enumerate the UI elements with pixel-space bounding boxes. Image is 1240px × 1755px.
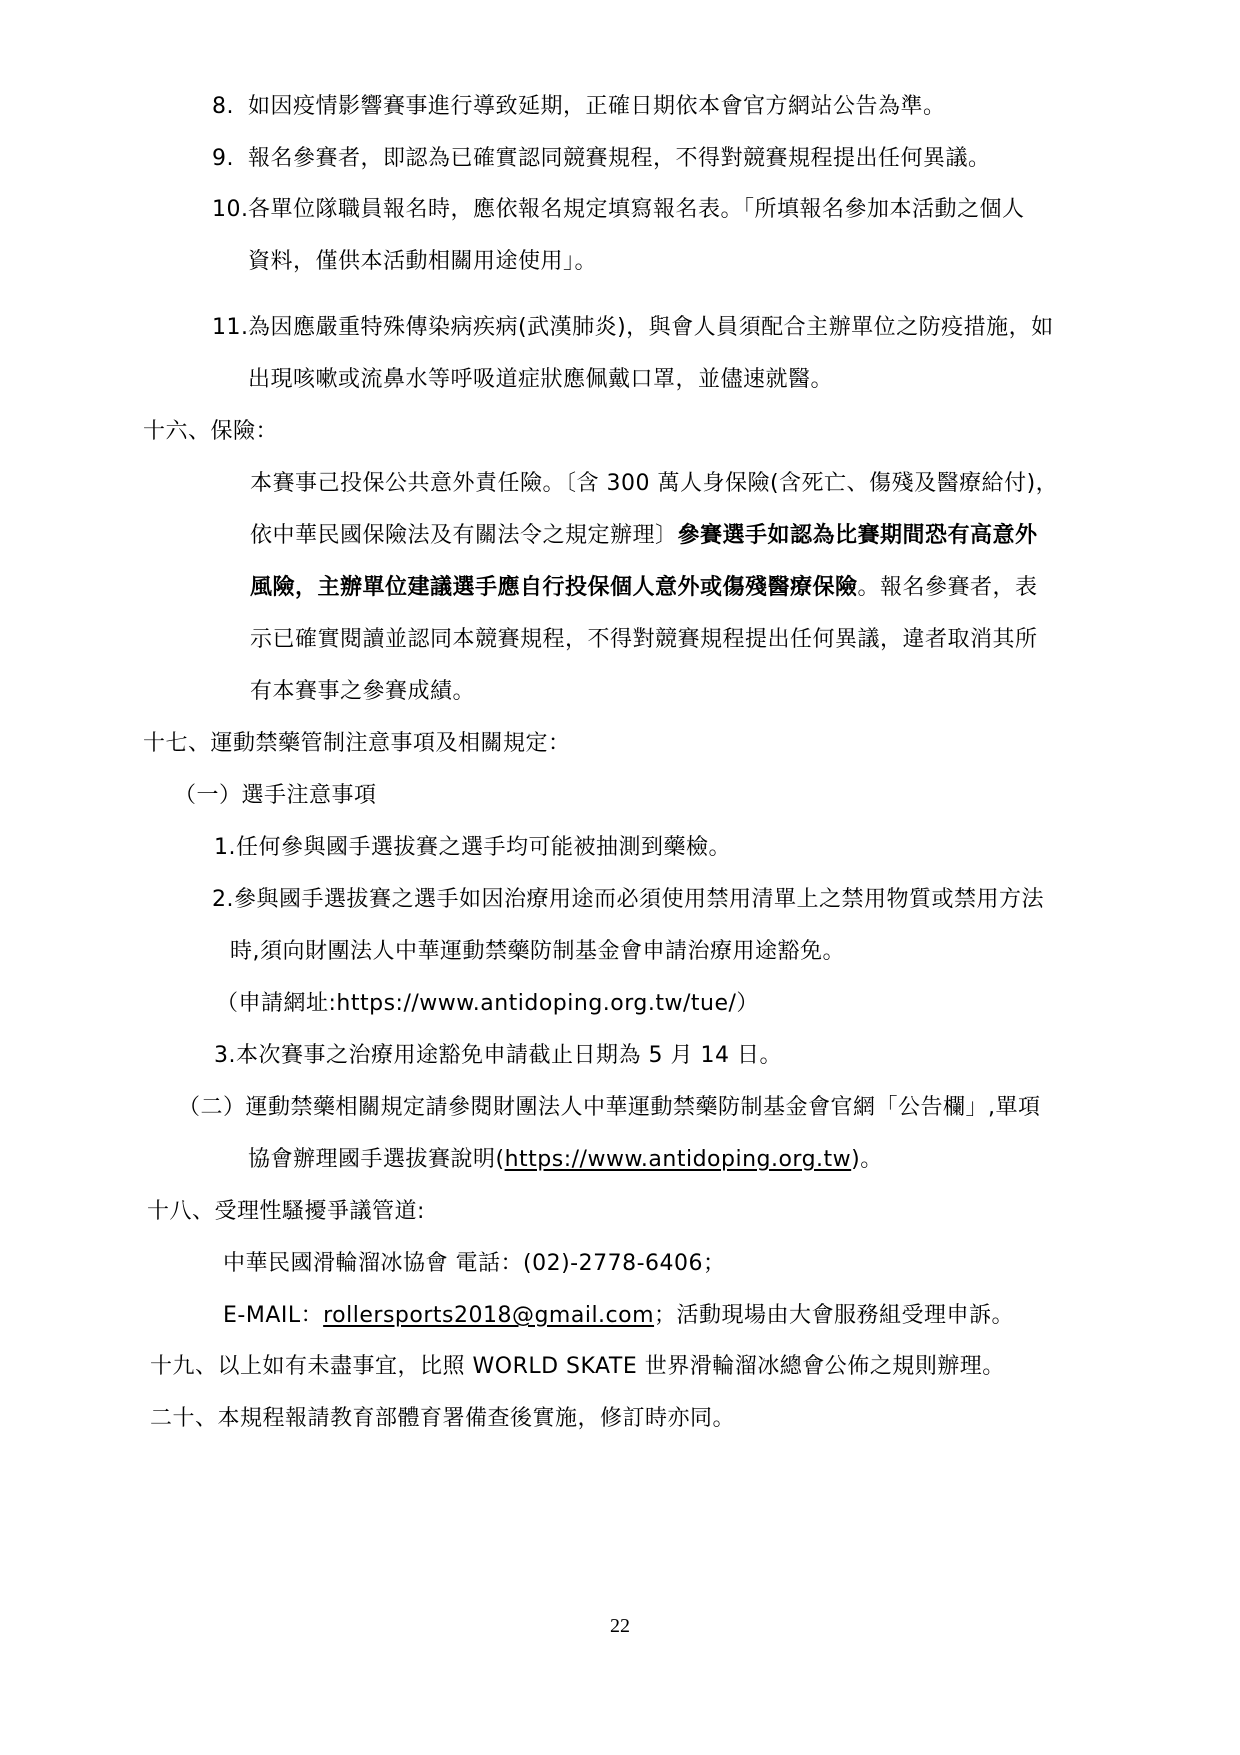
section-18-email-line — [223, 1301, 1014, 1331]
item-10-line-1 — [212, 195, 1025, 225]
page-number: 22 — [610, 1615, 630, 1637]
section-17-heading: 十七、運動禁藥管制注意事項及相關規定： — [143, 731, 571, 756]
section-17-sub-1-item-3: 3.本次賽事之治療用途豁免申請截止日期為 5 月 14 日。 — [214, 1043, 782, 1068]
item-11-line-2 — [248, 365, 833, 395]
item-10-text-1: 各單位隊職員報名時，應依報名規定填寫報名表。「所填報名參加本活動之個人 — [248, 197, 1025, 222]
item-8 — [212, 92, 946, 122]
item-11-line-1 — [212, 313, 1054, 343]
section-16-line-5: 有本賽事之參賽成績。 — [250, 679, 476, 704]
item-8-text: 如因疫情影響賽事進行導致延期，正確日期依本會官方網站公告為準。 — [248, 94, 946, 119]
section-16-line-3-plain: 。報名參賽者，表 — [857, 575, 1038, 600]
section-20: 二十、本規程報請教育部體育署備查後實施，修訂時亦同。 — [150, 1406, 736, 1431]
section-16-heading: 十六、保險： — [143, 419, 279, 444]
section-17-sub-1-item-2-line-1: 2.參與國手選拔賽之選手如因治療用途而必須使用禁用清單上之禁用物質或禁用方法 — [212, 887, 1044, 912]
section-16-line-3-bold: 風險，主辦單位建議選手應自行投保個人意外或傷殘醫療保險 — [250, 575, 858, 600]
section-18-email-label: E-MAIL： — [223, 1303, 324, 1328]
section-17-sub-2-line-2-suffix: )。 — [851, 1147, 883, 1172]
email-link[interactable]: rollersports2018@gmail.com — [323, 1303, 655, 1328]
section-18-phone-line: 中華民國滑輪溜冰協會 電話：(02)-2778-6406； — [223, 1251, 726, 1276]
section-16-line-4: 示已確實閱讀並認同本競賽規程，不得對競賽規程提出任何異議，違者取消其所 — [250, 627, 1038, 652]
section-18-heading: 十八、受理性騷擾爭議管道: — [147, 1199, 425, 1224]
section-17-sub-2-line-1: （二）運動禁藥相關規定請參閱財團法人中華運動禁藥防制基金會官網「公告欄」,單項 — [178, 1095, 1041, 1120]
section-16-line-3 — [250, 573, 1038, 603]
section-18-email-suffix: ；活動現場由大會服務組受理申訴。 — [654, 1303, 1015, 1328]
section-16-line-2 — [250, 521, 1038, 551]
item-11-number: 11. — [212, 315, 249, 340]
section-17-sub-2-line-2 — [248, 1145, 883, 1175]
item-10-line-2 — [248, 247, 597, 277]
section-16-line-2-plain: 依中華民國保險法及有關法令之規定辦理〕 — [250, 523, 678, 548]
section-16-line-2-bold: 參賽選手如認為比賽期間恐有高意外 — [677, 523, 1038, 548]
item-8-number: 8. — [212, 94, 234, 119]
section-17-sub-1-item-1: 1.任何參與國手選拔賽之選手均可能被抽測到藥檢。 — [214, 835, 731, 860]
section-17-sub-1-heading: （一）選手注意事項 — [174, 783, 377, 808]
item-9-text: 報名參賽者，即認為已確實認同競賽規程，不得對競賽規程提出任何異議。 — [248, 146, 991, 171]
item-11-text-1: 為因應嚴重特殊傳染病疾病(武漢肺炎)，與會人員須配合主辦單位之防疫措施，如 — [248, 315, 1054, 340]
section-16-line-1: 本賽事己投保公共意外責任險。〔含 300 萬人身保險(含死亡、傷殘及醫療給付)， — [250, 471, 1059, 496]
antidoping-link[interactable]: https://www.antidoping.org.tw — [504, 1147, 852, 1172]
item-9 — [212, 144, 991, 174]
section-17-sub-1-item-2-line-2: 時,須向財團法人中華運動禁藥防制基金會申請治療用途豁免。 — [230, 939, 845, 964]
section-17-sub-1-item-2-line-3: （申請網址:https://www.antidoping.org.tw/tue/） — [216, 991, 759, 1016]
item-10-number: 10. — [212, 197, 249, 222]
section-19: 十九、以上如有未盡事宜，比照 WORLD SKATE 世界滑輪溜冰總會公佈之規則辦理。 — [150, 1354, 1005, 1379]
section-17-sub-2-line-2-prefix: 協會辦理國手選拔賽說明( — [248, 1147, 505, 1172]
item-9-number: 9. — [212, 146, 234, 171]
item-11-text-2: 出現咳嗽或流鼻水等呼吸道症狀應佩戴口罩，並儘速就醫。 — [248, 367, 834, 392]
item-10-text-2: 資料，僅供本活動相關用途使用」。 — [248, 249, 598, 274]
